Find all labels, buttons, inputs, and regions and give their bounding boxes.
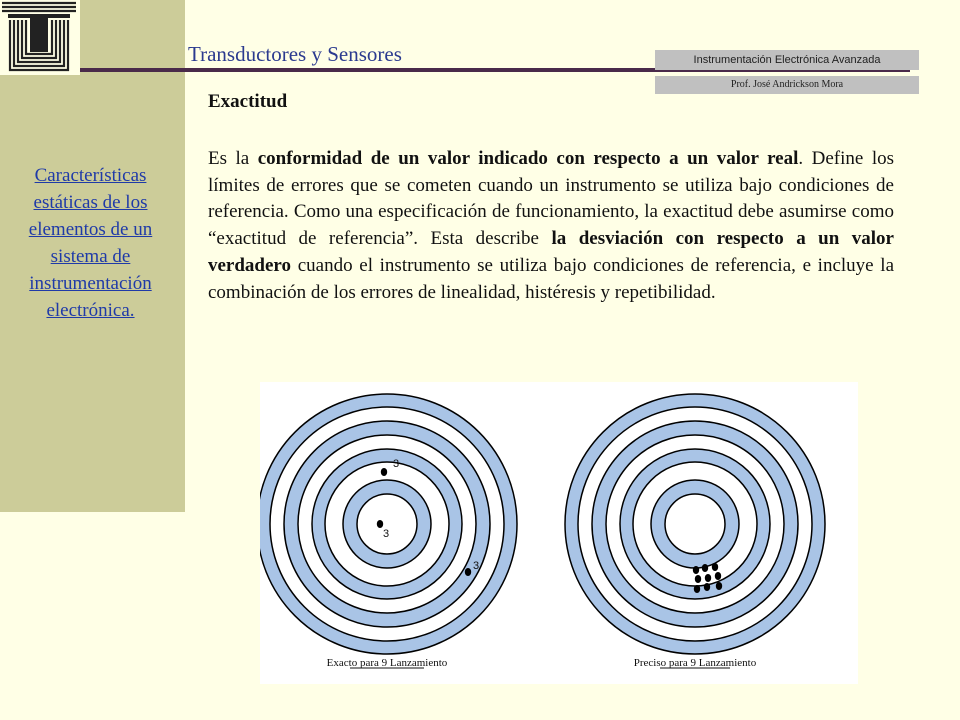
text-run: cuando el instrumento se utiliza bajo condiciones de referencia, e incluye la combinación de los errores de linealidad, histéresis y repetibilidad.: [208, 254, 894, 303]
target-figure: [260, 382, 858, 684]
bold-run: conformidad de un valor indicado con respecto a un valor real: [257, 148, 799, 169]
shot-mark: [702, 564, 708, 572]
target-ring-gap: [357, 494, 417, 554]
shot-mark: [695, 575, 701, 583]
shot-count-label: 3: [393, 458, 400, 470]
text-run: . Define los límites de errores que se cometen cuando un instrumento se utiliza bajo condiciones de referencia. Como una especificación de funcionamiento, la exactitud debe asumirse como “exactitud de referencia”. Esta describe: [208, 148, 894, 250]
shot-mark: [694, 585, 700, 593]
bold-run: la desviación con respecto a un valor verdadero: [208, 228, 894, 276]
shot-mark: [377, 520, 383, 528]
shot-mark: [712, 563, 718, 571]
accuracy-target: [260, 394, 517, 654]
shot-count-label: 3: [473, 560, 480, 572]
logo: [0, 0, 80, 75]
shot-mark: [715, 572, 721, 580]
shot-mark: [704, 583, 710, 591]
section-heading: Exactitud: [208, 91, 288, 112]
precision-target: [565, 394, 825, 654]
target-diagram: [260, 382, 858, 684]
logo-icon: [0, 0, 80, 75]
target-ring-gap: [665, 494, 725, 554]
shot-mark: [693, 566, 699, 574]
body-paragraph: [208, 146, 894, 306]
right-caption: Preciso para 9 Lanzamiento: [633, 657, 757, 669]
professor-badge: Prof. José Andrickson Mora: [655, 76, 919, 94]
shot-mark: [381, 468, 387, 476]
page-title: Transductores y Sensores: [188, 42, 402, 66]
shot-mark: [716, 582, 722, 590]
text-run: Es la: [208, 148, 258, 169]
course-badge: Instrumentación Electrónica Avanzada: [655, 50, 919, 70]
shot-mark: [465, 568, 471, 576]
shot-mark: [705, 574, 711, 582]
topic-link[interactable]: Características estáticas de los elementos de un sistema de instrumentación electrónica.: [28, 165, 153, 321]
left-caption: Exacto para 9 Lanzamiento: [326, 657, 448, 669]
shot-count-label: 3: [383, 528, 390, 540]
